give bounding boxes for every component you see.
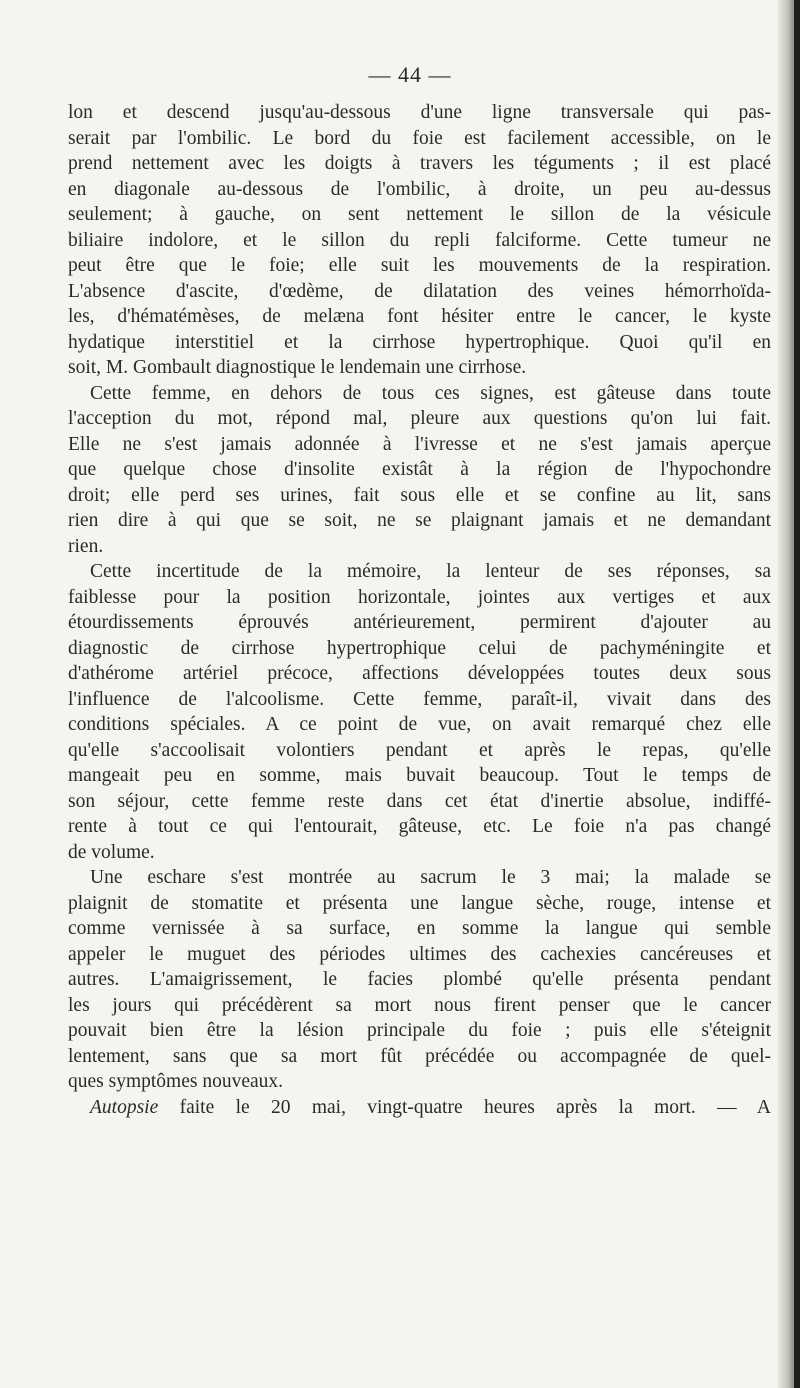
text-line: son séjour, cette femme reste dans cet état d'inertie absolue, indiffé-: [68, 790, 771, 812]
text-line: étourdissements éprouvés antérieurement, permirent d'ajouter au: [68, 612, 771, 633]
text-line: d'athérome artériel précoce, affections développées toutes deux sous: [68, 663, 771, 684]
text-line: rien.: [68, 535, 104, 557]
body-text: [68, 100, 771, 1120]
paragraph-start: Cette femme, en dehors de tous ces signes, est gâteuse dans toute: [90, 382, 771, 404]
page-number: — 44 —: [368, 62, 452, 87]
text-line: seulement; à gauche, on sent nettement le sillon de la vésicule: [68, 204, 771, 225]
text-line: rente à tout ce qui l'entourait, gâteuse, etc. Le foie n'a pas changé: [68, 816, 771, 837]
text-line: de volume.: [68, 841, 155, 863]
paragraph-start: Une eschare s'est montrée au sacrum le 3 mai; la malade se: [90, 867, 771, 888]
text-line: droit; elle perd ses urines, fait sous elle et se confine au lit, sans: [68, 484, 771, 506]
text-line: conditions spéciales. A ce point de vue, on avait remarqué chez elle: [68, 714, 771, 735]
text-line: autres. L'amaigrissement, le facies plombé qu'elle présenta pendant: [68, 969, 771, 990]
text-line: l'acception du mot, répond mal, pleure aux questions qu'on lui fait.: [68, 408, 771, 429]
text-line: plaignit de stomatite et présenta une langue sèche, rouge, intense et: [68, 892, 771, 914]
text-line: hydatique interstitiel et la cirrhose hypertrophique. Quoi qu'il en: [68, 331, 771, 353]
text-line: lentement, sans que sa mort fût précédée ou accompagnée de quel-: [68, 1045, 771, 1067]
text-line: prend nettement avec les doigts à travers les téguments ; il est placé: [68, 153, 771, 174]
text-line: les jours qui précédèrent sa mort nous firent penser que le cancer: [68, 994, 771, 1016]
paragraph-start: [68, 1095, 771, 1121]
text-line-rest: faite le 20 mai, vingt-quatre heures après la mort. — A: [158, 1096, 771, 1118]
text-line: l'influence de l'alcoolisme. Cette femme, paraît-il, vivait dans des: [68, 688, 771, 710]
text-line: ques symptômes nouveaux.: [68, 1071, 284, 1092]
text-line: mangeait peu en somme, mais buvait beaucoup. Tout le temps de: [68, 765, 771, 786]
text-line: en diagonale au-dessous de l'ombilic, à droite, un peu au-dessus: [68, 178, 771, 200]
text-line: lon et descend jusqu'au-dessous d'une ligne transversale qui pas-: [68, 102, 771, 123]
text-line: soit, M. Gombault diagnostique le lendemain une cirrhose.: [68, 357, 527, 378]
text-line: faiblesse pour la position horizontale, jointes aux vertiges et aux: [68, 586, 771, 608]
text-line: L'absence d'ascite, d'œdème, de dilatation des veines hémorrhoïda-: [68, 280, 771, 302]
text-line: appeler le muguet des périodes ultimes des cachexies cancéreuses et: [68, 943, 771, 965]
text-line: peut être que le foie; elle suit les mouvements de la respiration.: [68, 255, 771, 276]
text-line: biliaire indolore, et le sillon du repli falciforme. Cette tumeur ne: [68, 229, 771, 251]
text-line: les, d'hématémèses, de melæna font hésiter entre le cancer, le kyste: [68, 306, 771, 327]
text-line: pouvait bien être la lésion principale du foie ; puis elle s'éteignit: [68, 1020, 771, 1041]
text-line: comme vernissée à sa surface, en somme la langue qui semble: [68, 918, 771, 939]
text-line: qu'elle s'accoolisait volontiers pendant et après le repas, qu'elle: [68, 739, 771, 761]
autopsie-heading: Autopsie: [90, 1096, 159, 1118]
paragraph-start: Cette incertitude de la mémoire, la lenteur de ses réponses, sa: [90, 561, 771, 582]
text-line: Elle ne s'est jamais adonnée à l'ivresse et ne s'est jamais aperçue: [68, 433, 771, 455]
page-binding-edge: [794, 0, 800, 1388]
text-line: que quelque chose d'insolite existât à la région de l'hypochondre: [68, 459, 771, 480]
text-line: rien dire à qui que se soit, ne se plaignant jamais et ne demandant: [68, 510, 771, 531]
text-line: serait par l'ombilic. Le bord du foie est facilement accessible, on le: [68, 127, 771, 149]
text-line: diagnostic de cirrhose hypertrophique celui de pachyméningite et: [68, 637, 771, 659]
